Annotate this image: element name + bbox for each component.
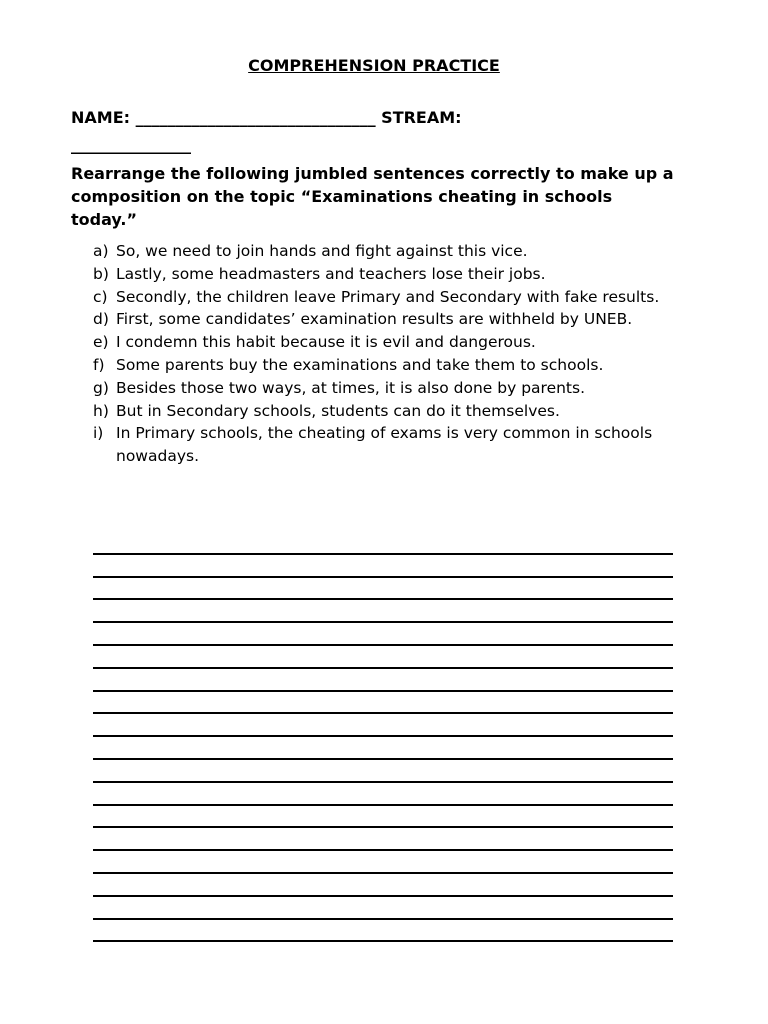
answer-line[interactable] bbox=[93, 783, 673, 806]
item-letter: g) bbox=[93, 378, 109, 397]
answer-line[interactable] bbox=[93, 692, 673, 715]
answer-line[interactable] bbox=[93, 578, 673, 601]
list-item bbox=[71, 263, 681, 286]
answer-line[interactable] bbox=[93, 897, 673, 920]
answer-line[interactable] bbox=[93, 920, 673, 943]
list-item bbox=[71, 286, 681, 309]
answer-line[interactable] bbox=[93, 714, 673, 737]
item-text: In Primary schools, the cheating of exams is very common in schools nowadays. bbox=[116, 424, 653, 466]
item-letter: i) bbox=[93, 424, 104, 443]
list-item bbox=[71, 400, 681, 423]
answer-line[interactable] bbox=[93, 828, 673, 851]
list-item bbox=[71, 331, 681, 354]
answer-line[interactable] bbox=[93, 669, 673, 692]
answer-line[interactable] bbox=[93, 532, 673, 555]
answer-line[interactable] bbox=[93, 874, 673, 897]
item-text: But in Secondary schools, students can do it themselves. bbox=[116, 401, 560, 420]
item-text: First, some candidates’ examination results are withheld by UNEB. bbox=[116, 310, 633, 329]
item-letter: c) bbox=[93, 287, 108, 306]
stream-blank[interactable]: _______________ bbox=[71, 135, 191, 154]
answer-line[interactable] bbox=[93, 851, 673, 874]
answer-line[interactable] bbox=[93, 806, 673, 829]
page-title: COMPREHENSION PRACTICE bbox=[248, 56, 500, 75]
list-item bbox=[71, 308, 681, 331]
answer-line[interactable] bbox=[93, 555, 673, 578]
item-letter: d) bbox=[93, 310, 109, 329]
answer-line[interactable] bbox=[93, 760, 673, 783]
answer-line[interactable] bbox=[93, 623, 673, 646]
answer-line[interactable] bbox=[93, 646, 673, 669]
answer-lines[interactable] bbox=[93, 532, 673, 942]
item-letter: b) bbox=[93, 264, 109, 283]
answer-line[interactable] bbox=[93, 600, 673, 623]
instructions: Rearrange the following jumbled sentences correctly to make up a composition on the topic “Examinations cheating in schools today.” bbox=[71, 164, 674, 229]
list-item bbox=[71, 422, 681, 468]
jumbled-sentence-list bbox=[71, 240, 681, 468]
item-letter: h) bbox=[93, 401, 109, 420]
item-text: Secondly, the children leave Primary and Secondary with fake results. bbox=[116, 287, 660, 306]
list-item bbox=[71, 354, 681, 377]
item-letter: e) bbox=[93, 333, 109, 352]
item-letter: a) bbox=[93, 242, 109, 260]
item-text: Lastly, some headmasters and teachers lose their jobs. bbox=[116, 264, 546, 283]
item-text: I condemn this habit because it is evil and dangerous. bbox=[116, 333, 536, 352]
item-text: So, we need to join hands and fight against this vice. bbox=[116, 242, 528, 260]
item-text: Some parents buy the examinations and take them to schools. bbox=[116, 355, 604, 374]
item-text: Besides those two ways, at times, it is also done by parents. bbox=[116, 378, 586, 397]
list-item bbox=[71, 240, 681, 263]
list-item bbox=[71, 377, 681, 400]
answer-line[interactable] bbox=[93, 737, 673, 760]
item-letter: f) bbox=[93, 355, 105, 374]
name-stream-line[interactable]: NAME: ______________________________ STREAM: bbox=[71, 108, 462, 127]
